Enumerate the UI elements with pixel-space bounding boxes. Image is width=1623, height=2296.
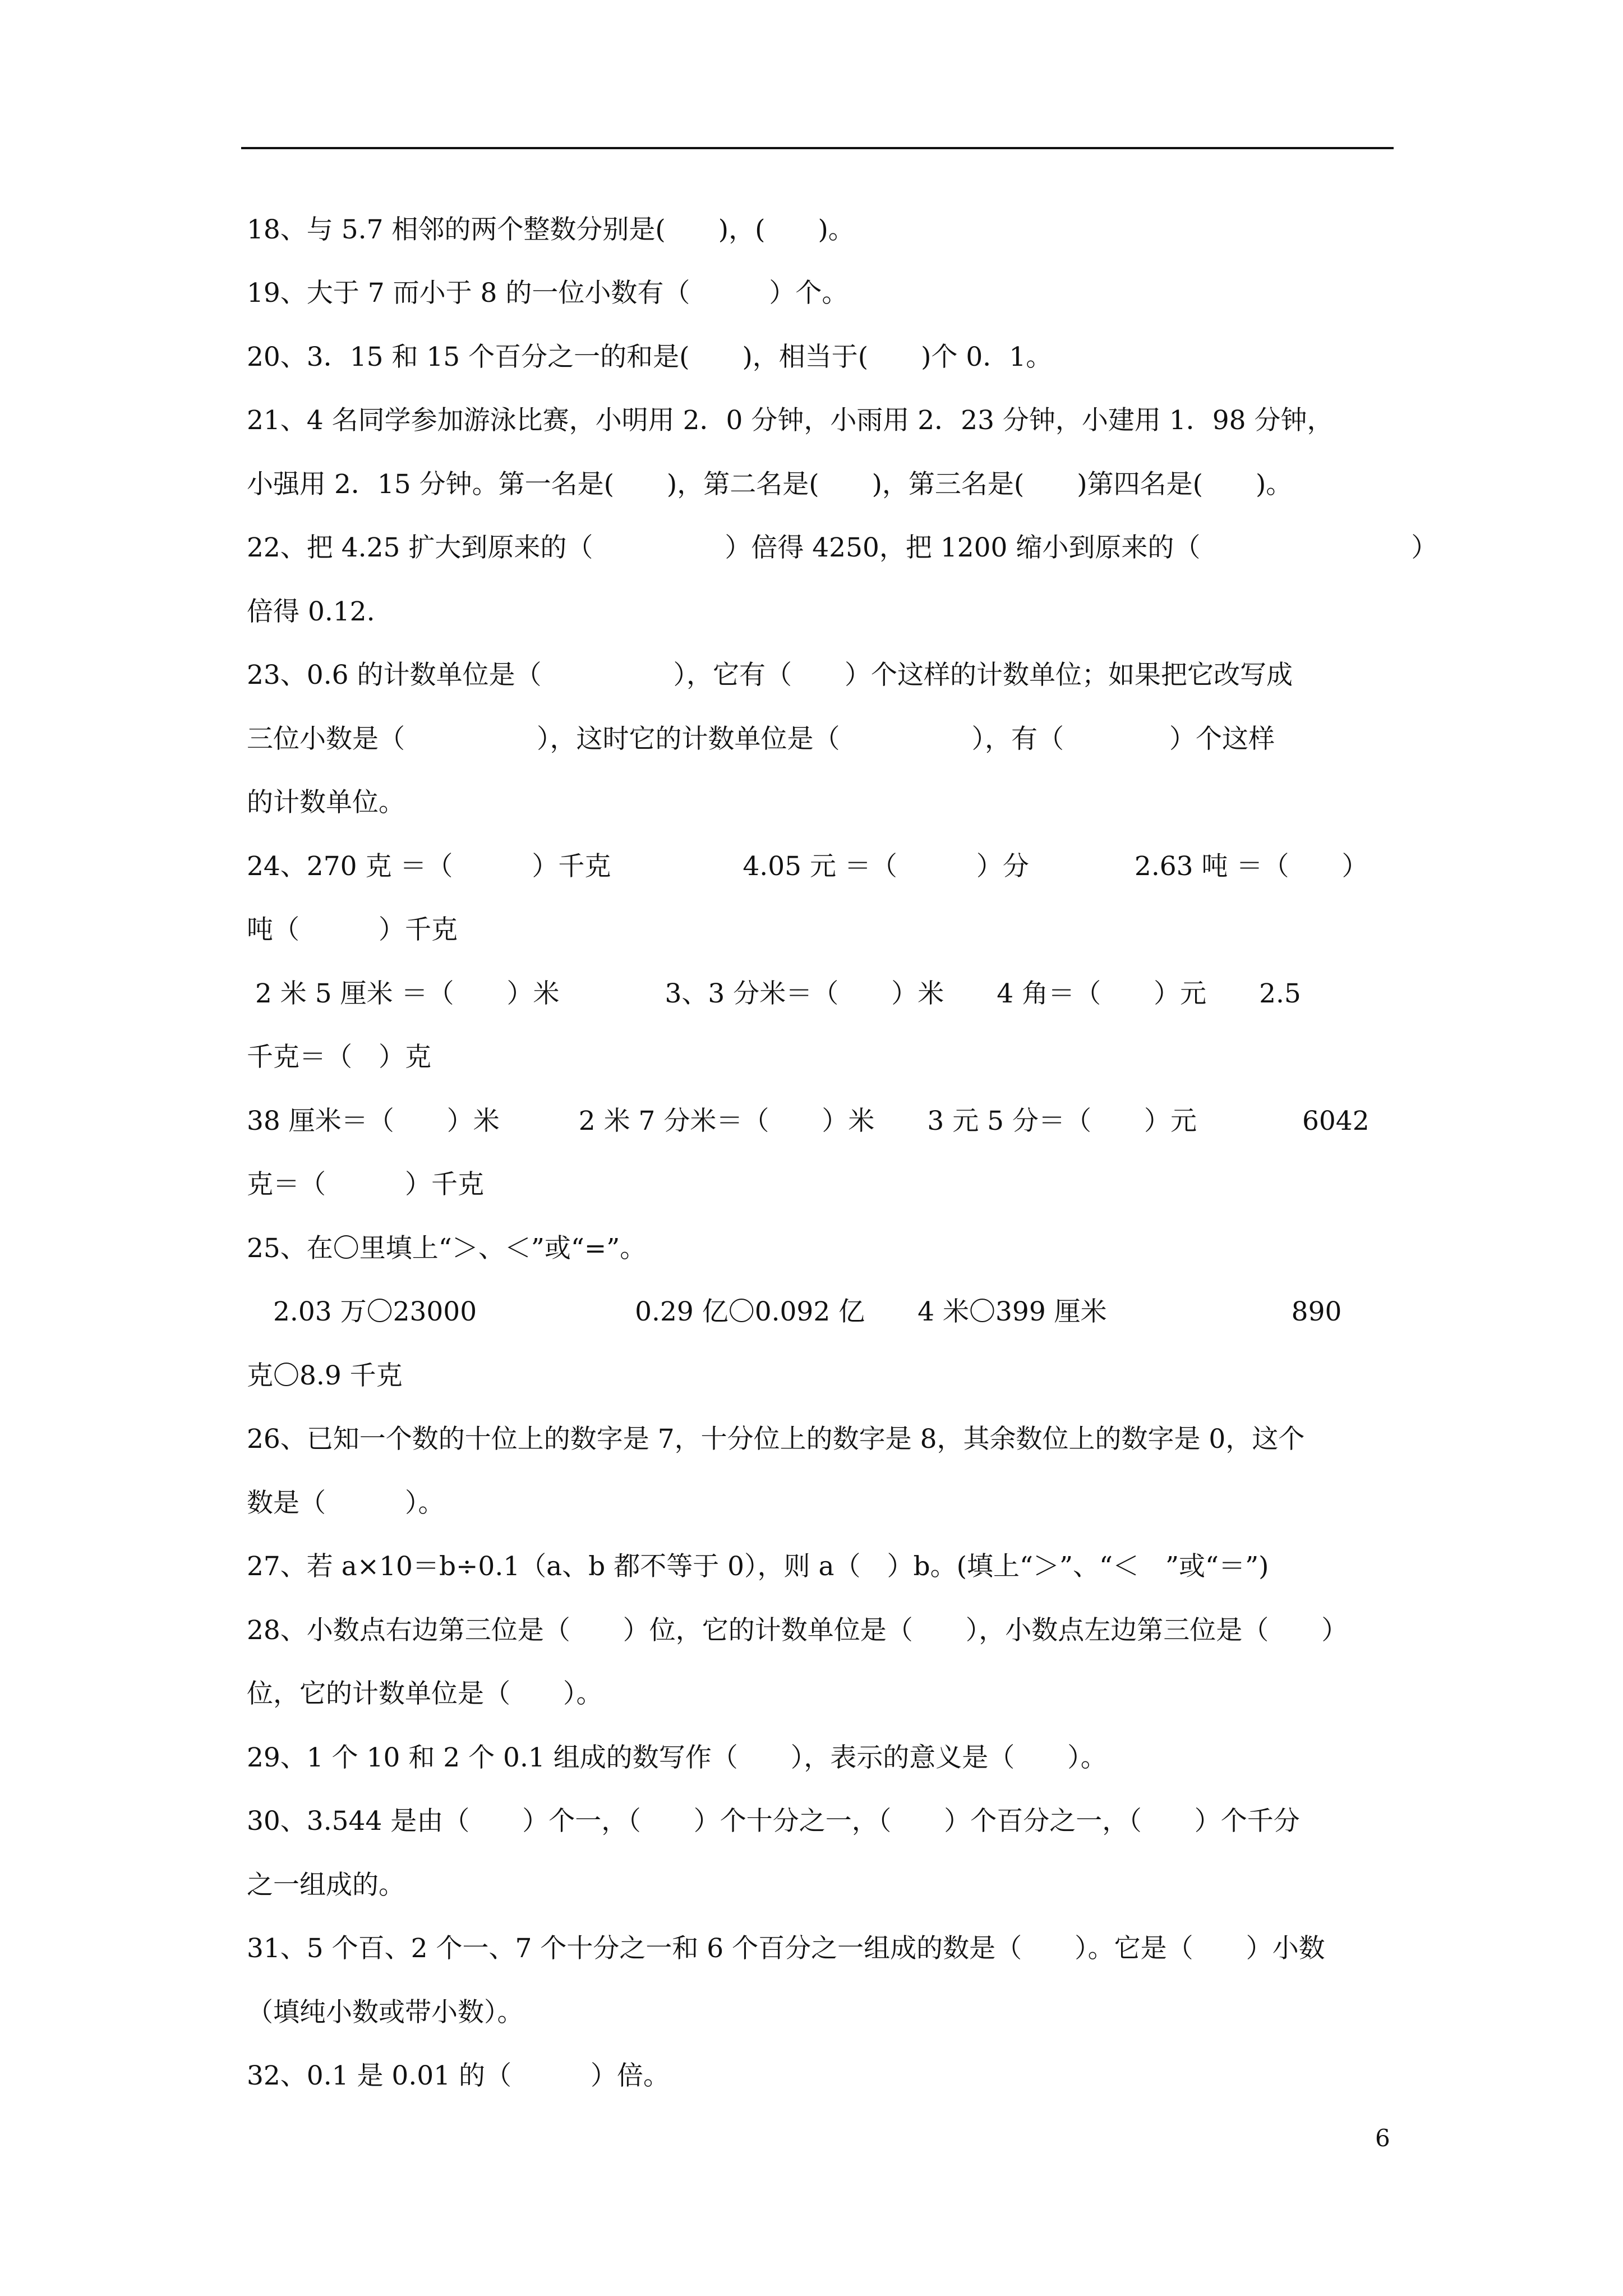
question-26-line-2: 数是（ ）。 xyxy=(247,1488,445,1519)
question-19: 19、大于 7 而小于 8 的一位小数有（ ）个。 xyxy=(247,278,849,309)
question-18: 18、与 5.7 相邻的两个整数分别是( )，( )。 xyxy=(247,214,855,245)
page-number: 6 xyxy=(1375,2124,1390,2152)
question-24-line-3: 2 米 5 厘米 ＝（ ）米 3、3 分米＝（ ）米 4 角＝（ ）元 2.5 xyxy=(247,978,1301,1009)
question-24-line-2: 吨（ ）千克 xyxy=(247,914,458,945)
question-29: 29、1 个 10 和 2 个 0.1 组成的数写作（ ），表示的意义是（ ）。 xyxy=(247,1742,1107,1773)
question-23-line-2: 三位小数是（ ），这时它的计数单位是（ ），有（ ）个这样 xyxy=(247,724,1275,754)
question-21-line-2: 小强用 2．15 分钟。第一名是( )，第二名是( )，第三名是( )第四名是( )。 xyxy=(247,469,1293,500)
question-23-line-1: 23、0.6 的计数单位是（ ），它有（ ）个这样的计数单位；如果把它改写成 xyxy=(247,660,1293,691)
question-24-line-4: 千克＝（ ）克 xyxy=(247,1042,431,1073)
question-24-line-6: 克＝（ ）千克 xyxy=(247,1169,484,1200)
header-rule xyxy=(241,147,1394,149)
question-28-line-2: 位，它的计数单位是（ ）。 xyxy=(247,1678,603,1709)
question-25-line-3: 克〇8.9 千克 xyxy=(247,1360,403,1391)
question-22-line-1: 22、把 4.25 扩大到原来的（ ）倍得 4250，把 1200 缩小到原来的（ ） xyxy=(247,532,1438,563)
question-30-line-2: 之一组成的。 xyxy=(247,1870,405,1901)
question-26-line-1: 26、已知一个数的十位上的数字是 7，十分位上的数字是 8，其余数位上的数字是 0，这个 xyxy=(247,1424,1305,1455)
question-31-line-1: 31、5 个百、2 个一、7 个十分之一和 6 个百分之一组成的数是（ ）。它是（ ）小数 xyxy=(247,1933,1325,1964)
question-24-line-1: 24、270 克 ＝（ ）千克 4.05 元 ＝（ ）分 2.63 吨 ＝（ ） xyxy=(247,851,1368,882)
question-23-line-3: 的计数单位。 xyxy=(247,787,405,818)
question-27: 27、若 a×10＝b÷0.1（a、b 都不等于 0），则 a（ ）b。(填上“＞”、“＜ ”或“＝”) xyxy=(247,1551,1269,1582)
question-21-line-1: 21、4 名同学参加游泳比赛，小明用 2．0 分钟，小雨用 2．23 分钟，小建用 1．98 分钟， xyxy=(247,405,1334,436)
question-20: 20、3．15 和 15 个百分之一的和是( )，相当于( )个 0．1。 xyxy=(247,342,1053,372)
question-22-line-2: 倍得 0.12. xyxy=(247,596,375,627)
question-24-line-5: 38 厘米＝（ ）米 2 米 7 分米＝（ ）米 3 元 5 分＝（ ）元 6042 xyxy=(247,1106,1370,1137)
question-25-line-2: 2.03 万〇23000 0.29 亿〇0.092 亿 4 米〇399 厘米 890 xyxy=(247,1296,1342,1327)
question-30-line-1: 30、3.544 是由（ ）个一，（ ）个十分之一，（ ）个百分之一，（ ）个千分 xyxy=(247,1806,1300,1837)
question-31-line-2: （填纯小数或带小数）。 xyxy=(247,1997,524,2028)
question-25-line-1: 25、在〇里填上“＞、＜”或“=”。 xyxy=(247,1233,647,1264)
question-28-line-1: 28、小数点右边第三位是（ ）位，它的计数单位是（ ），小数点左边第三位是（ ） xyxy=(247,1615,1348,1646)
question-32: 32、0.1 是 0.01 的（ ）倍。 xyxy=(247,2060,670,2091)
